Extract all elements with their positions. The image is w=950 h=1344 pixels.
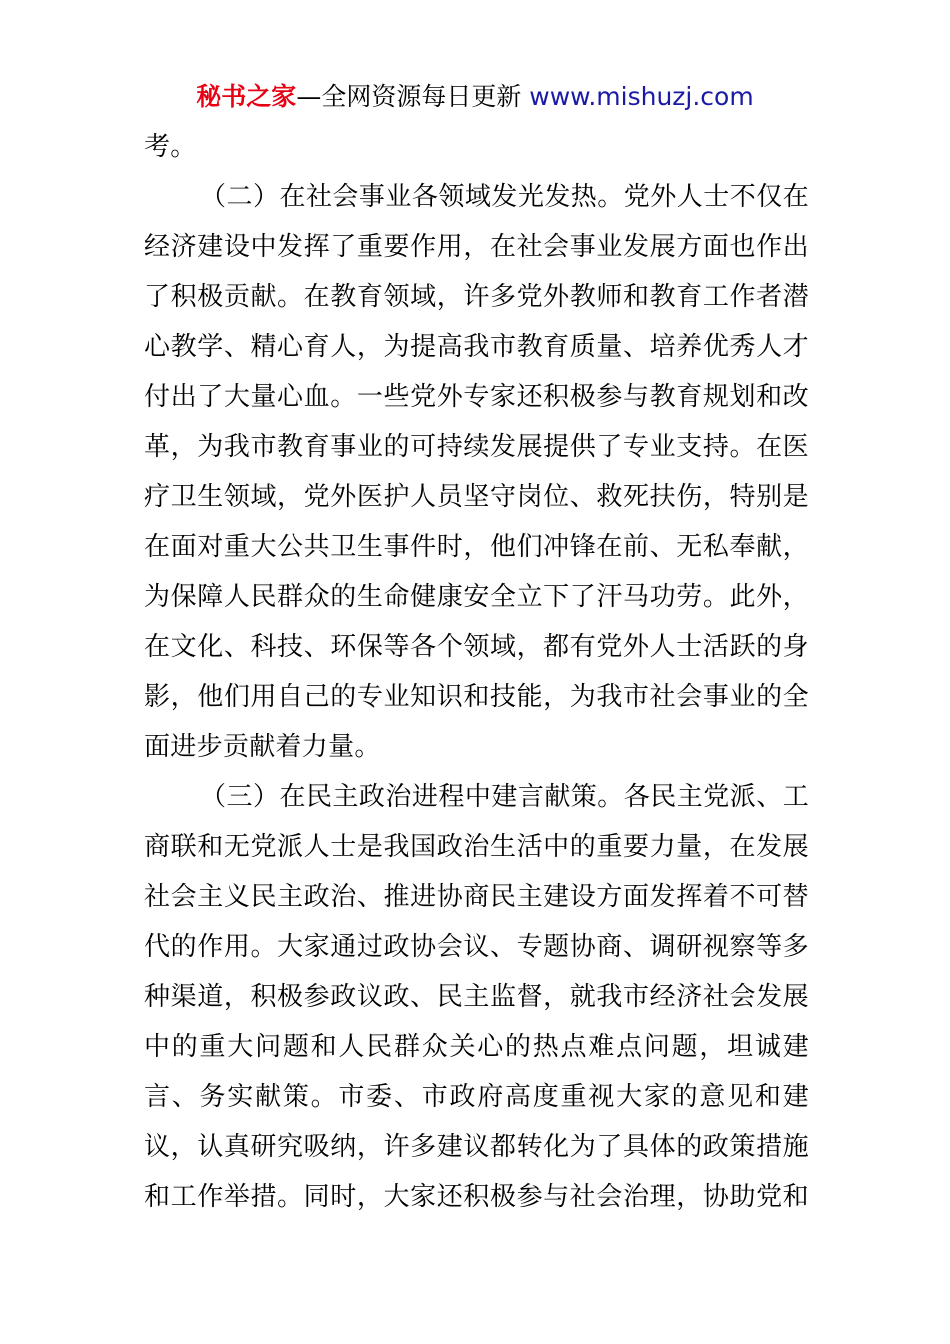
text-line: 影，他们用自己的专业知识和技能，为我市社会事业的全 — [144, 682, 809, 712]
text-line: 言、务实献策。市委、市政府高度重视大家的意见和建 — [144, 1082, 809, 1112]
text-line: 了积极贡献。在教育领域，许多党外教师和教育工作者潜 — [144, 282, 809, 312]
text-line: 面进步贡献着力量。 — [144, 732, 381, 762]
text-line: 中的重大问题和人民群众关心的热点难点问题，坦诚建 — [144, 1032, 809, 1062]
watermark-header — [0, 80, 950, 114]
section-heading-line: （二）在社会事业各领域发光发热。党外人士不仅在 — [200, 182, 809, 212]
text-line: 为保障人民群众的生命健康安全立下了汗马功劳。此外， — [144, 582, 809, 612]
brand-name: 秘书之家 — [196, 82, 297, 111]
text-line: 革，为我市教育事业的可持续发展提供了专业支持。在医 — [144, 432, 809, 462]
text-line: 商联和无党派人士是我国政治生活中的重要力量，在发展 — [144, 832, 809, 862]
text-line: 付出了大量心血。一些党外专家还积极参与教育规划和改 — [144, 382, 809, 412]
text-line: 考。 — [144, 132, 197, 162]
text-line: 心教学、精心育人，为提高我市教育质量、培养优秀人才 — [144, 332, 809, 362]
text-line: 经济建设中发挥了重要作用，在社会事业发展方面也作出 — [144, 232, 809, 262]
text-line: 在文化、科技、环保等各个领域，都有党外人士活跃的身 — [144, 632, 809, 662]
text-line: 社会主义民主政治、推进协商民主建设方面发挥着不可替 — [144, 882, 809, 912]
site-url: www.mishuzj.com — [529, 82, 754, 111]
document-body — [144, 122, 809, 1222]
text-line: 疗卫生领域，党外医护人员坚守岗位、救死扶伤，特别是 — [144, 482, 809, 512]
header-tagline: —全网资源每日更新 — [296, 82, 522, 111]
text-line: 议，认真研究吸纳，许多建议都转化为了具体的政策措施 — [144, 1132, 809, 1162]
text-line: 在面对重大公共卫生事件时，他们冲锋在前、无私奉献， — [144, 532, 809, 562]
text-line: 代的作用。大家通过政协会议、专题协商、调研视察等多 — [144, 932, 809, 962]
text-line: 种渠道，积极参政议政、民主监督，就我市经济社会发展 — [144, 982, 809, 1012]
section-heading-line: （三）在民主政治进程中建言献策。各民主党派、工 — [200, 782, 809, 812]
text-line: 和工作举措。同时，大家还积极参与社会治理，协助党和 — [144, 1182, 809, 1212]
